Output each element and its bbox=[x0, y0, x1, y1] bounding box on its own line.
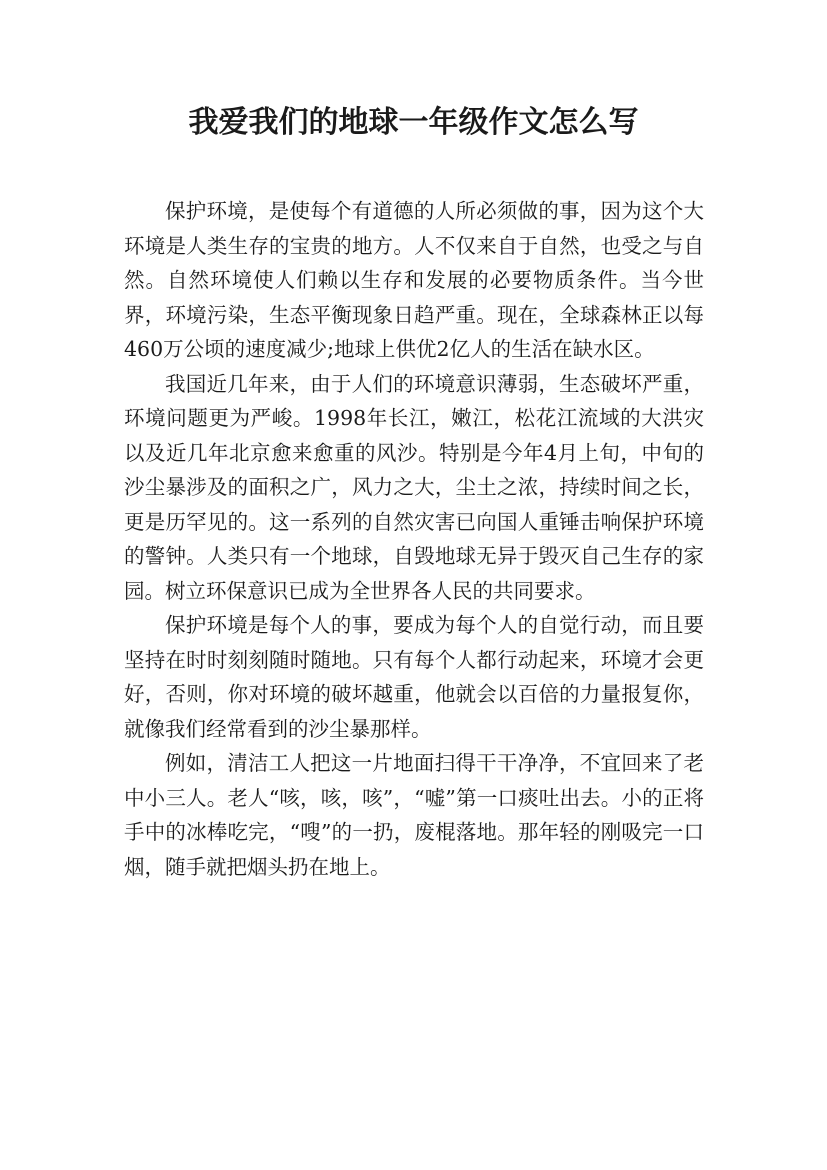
document-body bbox=[124, 194, 704, 884]
document-title: 我爱我们的地球一年级作文怎么写 bbox=[188, 105, 639, 140]
paragraph-1: 保护环境，是使每个有道德的人所必须做的事，因为这个大环境是人类生存的宝贵的地方。人不仅来自于自然，也受之与自然。自然环境使人们赖以生存和发展的必要物质条件。当今世界，环境污染，生态平衡现象日趋严重。现在，全球森林正以每460万公顷的速度减少;地球上供优2亿人的生活在缺水区。 bbox=[124, 199, 704, 361]
paragraph-2: 我国近几年来，由于人们的环境意识薄弱，生态破坏严重，环境问题更为严峻。1998年长江，嫩江，松花江流域的大洪灾以及近几年北京愈来愈重的风沙。特别是今年4月上旬，中旬的沙尘暴涉及的面积之广，风力之大，尘土之浓，持续时间之长，更是历罕见的。这一系列的自然灾害已向国人重锤击响保护环境的警钟。人类只有一个地球，自毁地球无异于毁灭自己生存的家园。树立环保意识已成为全世界各人民的共同要求。 bbox=[124, 371, 704, 603]
paragraph-3: 保护环境是每个人的事，要成为每个人的自觉行动，而且要坚持在时时刻刻随时随地。只有每个人都行动起来，环境才会更好，否则，你对环境的破坏越重，他就会以百倍的力量报复你，就像我们经常看到的沙尘暴那样。 bbox=[124, 613, 704, 741]
paragraph-4: 例如，清洁工人把这一片地面扫得干干净净，不宜回来了老中小三人。老人“咳，咳，咳”，“嘘”第一口痰吐出去。小的正将手中的冰棒吃完，“嗖”的一扔，废棍落地。那年轻的刚吸完一口烟，随手就把烟头扔在地上。 bbox=[124, 751, 704, 879]
